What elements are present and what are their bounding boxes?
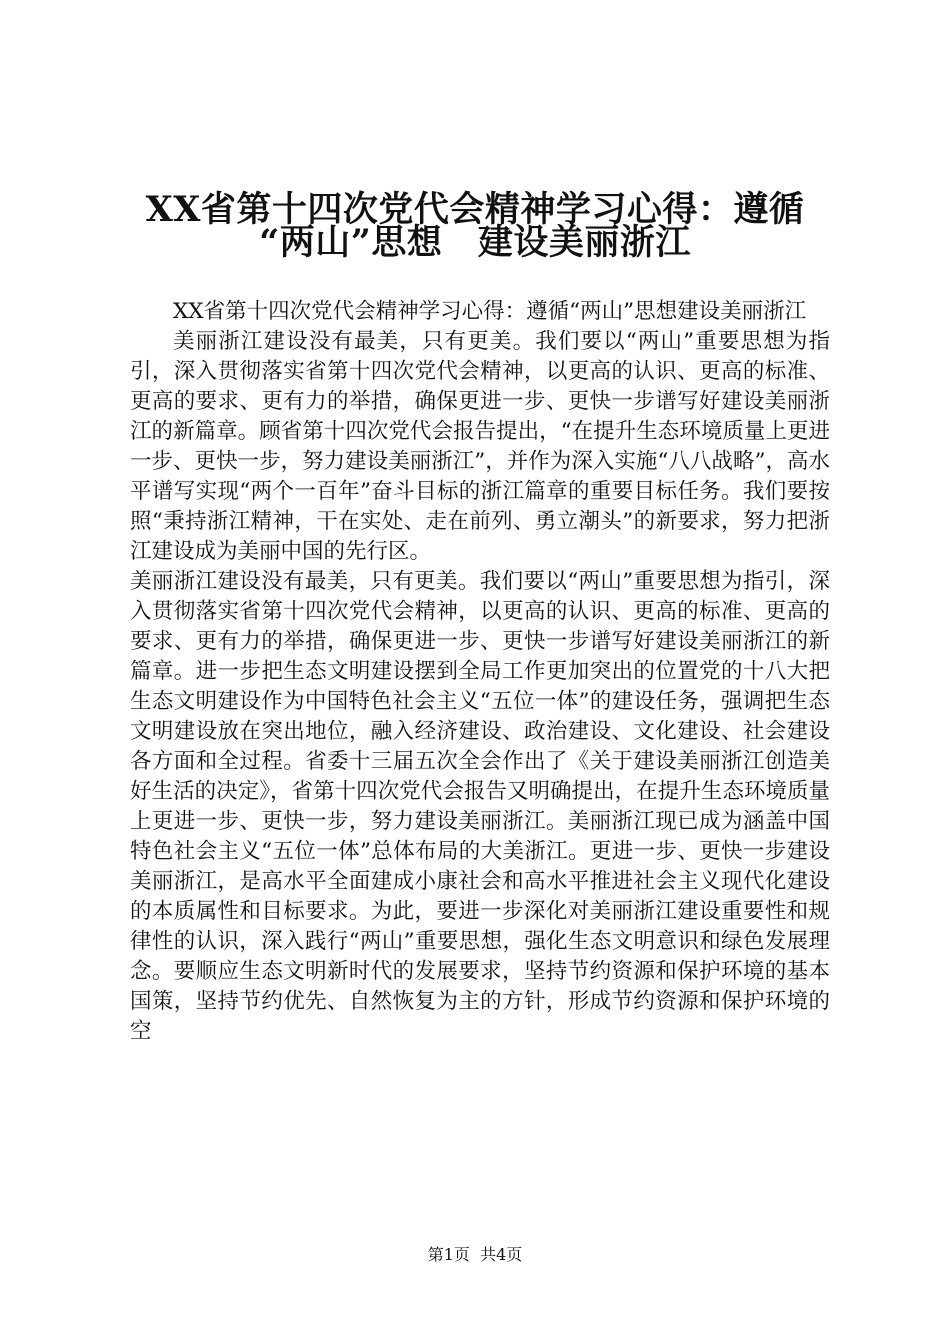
document-title-line-2: “两山”思想 建设美丽浙江: [259, 222, 691, 263]
body-paragraph-subtitle: XX省第十四次党代会精神学习心得：遵循“两山”思想建设美丽浙江: [173, 299, 807, 324]
body-paragraph-intro: 美丽浙江建设没有最美，只有更美。我们要以“两山”重要思想为指引，深入贯彻落实省第十四次党代会精神，以更高的认识、更高的标准、更高的要求、更有力的举措，确保更进一步、更快一步谱写好建设美丽浙江的新篇章。顾省第十四次党代会报告提出，“在提升生态环境质量上更进一步、更快一步，努力建设美丽浙江”，并作为深入实施“八八战略”，高水平谱写实现“两个一百年”奋斗目标的浙江篇章的重要目标任务。我们要按照“秉持浙江精神，干在实处、走在前列、勇立潮头”的新要求，努力把浙江建设成为美丽中国的先行区。: [130, 329, 830, 564]
page-number-footer: 第1页 共4页: [427, 1245, 523, 1264]
body-paragraph-main: 美丽浙江建设没有最美，只有更美。我们要以“两山”重要思想为指引，深入贯彻落实省第十四次党代会精神，以更高的认识、更高的标准、更高的要求、更有力的举措，确保更进一步、更快一步谱写好建设美丽浙江的新篇章。进一步把生态文明建设摆到全局工作更加突出的位置党的十八大把生态文明建设作为中国特色社会主义“五位一体”的建设任务，强调把生态文明建设放在突出地位，融入经济建设、政治建设、文化建设、社会建设各方面和全过程。省委十三届五次全会作出了《关于建设美丽浙江创造美好生活的决定》，省第十四次党代会报告又明确提出，在提升生态环境质量上更进一步、更快一步，努力建设美丽浙江。美丽浙江现已成为涵盖中国特色社会主义“五位一体”总体布局的大美浙江。更进一步、更快一步建设美丽浙江，是高水平全面建成小康社会和高水平推进社会主义现代化建设的本质属性和目标要求。为此，要进一步深化对美丽浙江建设重要性和规律性的认识，深入践行“两山”重要思想，强化生态文明意识和绿色发展理念。要顺应生态文明新时代的发展要求，坚持节约资源和保护环境的基本国策，坚持节约优先、自然恢复为主的方针，形成节约资源和保护环境的空: [130, 569, 830, 1044]
document-title-line-1: XX省第十四次党代会精神学习心得：遵循: [145, 189, 805, 230]
document-body: [130, 297, 830, 1047]
